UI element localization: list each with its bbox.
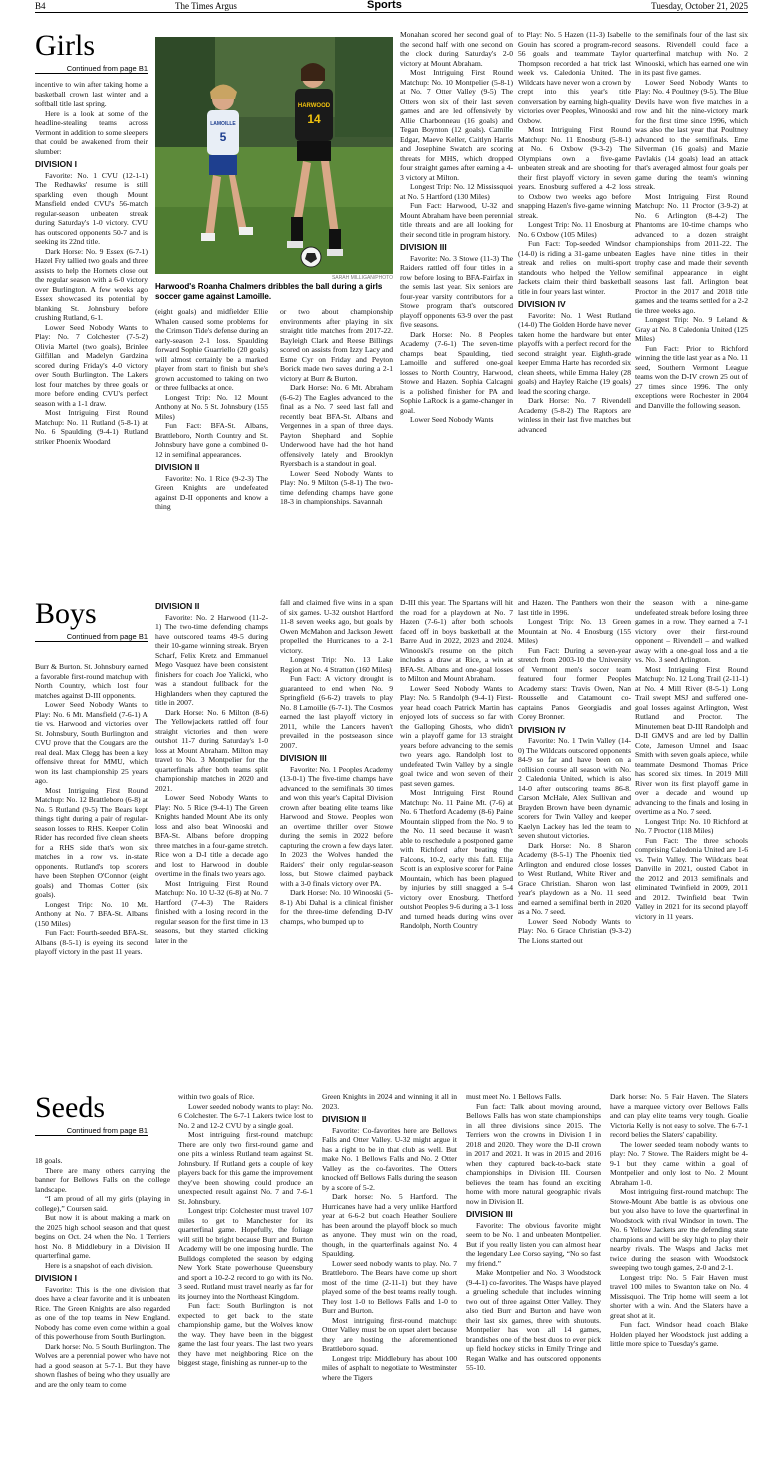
article-paragraph: Make Montpelier and No. 3 Woodstock (9-4-1) co-favorites. The Wasps have played a grueling schedule that includes winning two out of three against Otter Valley. They also tied Burr and Burton and have won their last six games, three with shutouts. Montpelier has won all 14 games, brandishes one of the best duos to ever pick up field hockey sticks in Emily Tringe and Regan Walke and has outscored opponents 55-10.	[466, 1268, 601, 1372]
article-paragraph: Longest Trip: No. 9 Leland & Gray at No. 8 Caledonia United (125 Miles)	[635, 315, 748, 343]
article-paragraph: Dark horse: No. 5 Hartford. The Hurricanes have had a very unlike Hartford year at 6-6-2 but coach Heather Souliere has been around the playoff block so much as anyone. They must win on the road, though, in the quarterfinals against No. 4 Spaulding.	[322, 1192, 457, 1258]
article-paragraph: Dark Horse: No. 7 Rivendell Academy (5-8-2) The Raptors are winless in their last five matches but advanced	[518, 396, 631, 434]
article-paragraph: Favorite: Co-favorites here are Bellows Falls and Otter Valley. U-32 might argue it has a right to be in that club as well. But make No. 1 Bellows Falls and No. 2 Otter Valley as the co-favorites. The Otters knocked off Bellows Falls during the season by a score of 5-2.	[322, 1125, 457, 1192]
article-paragraph: Lower Seed Nobody Wants to Play: No. 5 Rice (9-4-1) The Green Knights handed Mount Abe its only loss and also beat Winooski and BFA-St. Albans before dropping three matches in a four-game stretch. Rice won a D-I title a decade ago and lost to Harwood in double overtime in the finals two years ago.	[155, 793, 268, 878]
article-paragraph: But now it is about making a mark on the 2025 high school season and that quest begins on Oct. 24 when the No. 1 Terriers host No. 8 Middlebury in a Division II quarterfinal game.	[35, 1213, 170, 1260]
article-paragraph: 18 goals.	[35, 1156, 63, 1165]
article-paragraph: Favorite: This is the one division that does have a clear favorite and it is unbeaten Rice. The Green Knights are also regarded as one of the top teams in New England. Nobody has come even come within a goal of this powerhouse from South Burlington.	[35, 1284, 170, 1341]
article-paragraph: Longest Trip: No. 12 Mississquoi at No. 5 Hartford (130 Miles)	[400, 182, 513, 201]
article-paragraph: incentive to win after taking home a basketball crown last winter and a softball title last spring.	[35, 80, 148, 108]
article-column	[155, 598, 268, 1022]
article-paragraph: Longest Trip: No. 11 Enosburg at No. 6 Oxbow (105 Miles)	[518, 220, 631, 239]
article-paragraph: Fun Fact: Fourth-seeded BFA-St. Albans (8-5-1) is eyeing its second playoff victory in the past 11 years.	[35, 928, 148, 956]
jersey-number-left: 5	[219, 130, 227, 144]
article-paragraph: within two goals of Rice.	[178, 1092, 255, 1101]
article-column	[322, 1092, 457, 1452]
article-paragraph: Lower Seed Nobody Wants to Play: No. 4 Poultney (9-5). The Blue Devils have won five matches in a row and hit the nine-victory mark for the first time since 1996, which was also the last year that Poultney advanced to the semifinals. Eme Silverman (16 goals) and Mazie Pavlakis (14 goals) lead an attack that's averaged almost four goals per game during the team's winning streak.	[635, 77, 748, 191]
article-paragraph: Longest trip: Middlebury has about 100 miles of asphalt to negotiate to Westminster where the Tigers	[322, 1353, 457, 1382]
soccer-photo	[155, 37, 393, 274]
article-paragraph: Burr & Burton. St. Johnsbury earned a favorable first-round matchup with North Country, which lost four matches against D-III opponents.	[35, 662, 148, 700]
article-paragraph: Most Intriguing First Round Matchup: No. 10 Montpelier (5-8-1) at No. 7 Otter Valley (9-5) The Otters won six of their last seven games and are led offensively by Allie Charbonneau (16 goals) and Tegan Boynton (12 goals). Camille Edgar, Maeve Keller, Caitlyn Harris and Josephine Swatch are scoring threats for MHS, which dropped four straight games after earning a 4-3 victory at Milton.	[400, 68, 513, 182]
article-paragraph: Lower Seed Nobody Wants to Play: No. 6 Mt. Mansfield (7-6-1) A tie vs. Harwood and victories over St. Johnsbury, South Burlington and CVU prove that the Cougars are the real deal. Max Clegg has been a key offensive threat for MMU, which won its last championship 25 years ago.	[35, 700, 148, 785]
article-paragraph: Lower seed nobody wants to play. No. 7 Brattleboro. The Bears have come up short most of the time (2-11-1) but they have played some of the best teams really tough. They lost 1-0 to Bellows Falls and 1-0 to Burr and Burton.	[322, 1258, 457, 1315]
article-paragraph: Most Intriguing First Round Matchup: No. 11 Rutland (5-8-1) at No. 6 Spaulding (9-4-1) Rutland striker Phoenix Woodard	[35, 408, 148, 446]
photo-credit: SARAH MILLIGAN/PHOTO	[331, 275, 393, 281]
article-paragraph: Most intriguing first-round matchup: There are only two first-round game and one pits a winless Rutland team against St. Johnsbury. If Rutland gets a couple of key players back for this game the improvement they've been showing could produce an unexpected result against No. 7 and 7-6-1 St. Johnsbury.	[178, 1130, 313, 1206]
article-paragraph: Longest trip: No. 5 Fair Haven must travel 100 miles to Swanton take on No. 4 Missisquoi. The Trip home will seem a lot shorter with a win. And the Slaters have a great shot at it.	[610, 1272, 748, 1320]
article-paragraph: Longest Trip: No. 10 Richford at No. 7 Proctor (118 Miles)	[635, 816, 748, 835]
jersey-number-right: 14	[307, 112, 321, 126]
article-paragraph: must meet No. 1 Bellows Falls.	[466, 1092, 562, 1101]
article-paragraph: Fun Fact: A victory drought is guaranteed to end when No. 9 Springfield (6-6-2) travels to play No. 8 Lamoille (6-7-1). The Cosmos earned the last playoff victory in 2011, while the Lancers haven't prevailed in the postseason since 2007.	[280, 674, 393, 750]
kicker-rule	[35, 1135, 148, 1136]
article-paragraph: Fun Fact: Harwood, U-32 and Mount Abraham have been perennial title threats and are all looking for their second title in program history.	[400, 201, 513, 239]
article-paragraph: Longest trip: Colchester must travel 107 miles to get to Manchester for its quarterfinal game. Hopefully, the foliage will still be bright because Burr and Burton Academy will be one imposing hurdle. The Bulldogs completed the season by edging New York State powerhouse Queensbury and sport a 10-2-2 record to go with its No. 3 seed. Rutland must travel nearly as far for its journey into the Northeast Kingdom.	[178, 1206, 313, 1301]
section-name: Sports	[367, 0, 402, 11]
article-paragraph: Dark Horse: No. 10 Winooski (5-8-1) Abi Dahal is a clinical finisher for the three-time defending D-IV champs, who bumped up to	[280, 888, 393, 926]
article-column	[178, 1092, 313, 1452]
article-paragraph: Most Intriguing First Round Matchup: No. 11 Enosburg (5-8-1) at No. 6 Oxbow (9-3-2) The Olympians own a five-game unbeaten streak and are shooting for their first playoff victory in seven years. Enosburg suffered a 4-2 loss to Oxbow two weeks ago before snapping Hazen's five-game winning streak.	[518, 125, 631, 220]
article-paragraph: Lower Seed Nobody Wants to Play: No. 7 Colchester (7-5-2) Olivia Martel (two goals), Brinlee Gilfillan and Madelyn Gardzina scored during Friday's 4-0 victory over South Burlington. The Lakers lost four matches by three goals or more before ending CVU's perfect season with a 1-1 draw.	[35, 322, 148, 408]
article-paragraph: fall and claimed five wins in a span of six games. U-32 outshot Hartford 11-8 seven weeks ago, but goals by Owen McMahon and Jackson Jewett propelled the Hurricanes to a 2-1 victory.	[280, 598, 393, 655]
division-heading: DIVISION II	[155, 601, 200, 611]
article-column	[155, 307, 268, 568]
article-paragraph: the season with a nine-game undefeated streak before losing three games in a row. They earned a 7-1 victory over their first-round opponent – Rivendell – and walked away with a one-goal loss and a tie vs. No. 3 seed Arlington.	[635, 598, 748, 664]
division-heading: DIVISION IV	[518, 299, 566, 309]
article-paragraph: and Hazen. The Panthers won their last title in 1996.	[518, 598, 631, 617]
article-paragraph: Fun Fact: The three schools comprising Caledonia United are 1-6 vs. Twin Valley. The Wildcats beat Danville in 2021, ousted Cabot in the 2012 and 2013 semifinals and eliminated Twinfield in 2009, 2011 and 2012. Twinfield beat Twin Valley in 2021 for its second playoff victory in 11 years.	[635, 835, 748, 921]
article-paragraph: Longest Trip: No. 12 Mount Anthony at No. 5 St. Johnsbury (155 Miles)	[155, 392, 268, 421]
continued-line: Continued from page B1	[66, 1126, 148, 1135]
article-paragraph: The lower seeded team nobody wants to play: No. 7 Stowe. The Raiders might be 4-9-1 but they came within a goal of Montpelier and only lost to No. 2 Mount Abraham 1-0.	[610, 1139, 748, 1187]
article-kicker: Seeds	[35, 1092, 105, 1124]
article-paragraph: Fun Fact: Prior to Richford winning the title last year as a No. 11 seed, Southern Vermont League teams won the D-IV crown 25 out of 27 times since 1996. The only exceptions were Rochester in 2004 and Danville the following season.	[635, 343, 748, 410]
article-kicker: Girls	[35, 30, 95, 62]
article-column	[610, 1092, 748, 1452]
division-heading: DIVISION II	[155, 462, 200, 472]
article-paragraph: Most Intriguing First Round Matchup: No. 10 U-32 (6-8) at No. 7 Hartford (7-4-3) The Raiders finished with a losing record in the regular season for the first time in 13 seasons, but they started clicking later in the	[155, 878, 268, 945]
paper-name: The Times Argus	[175, 1, 237, 11]
boys-article	[35, 598, 748, 1022]
article-paragraph: Longest Trip: No. 10 Mt. Anthony at No. 7 BFA-St. Albans (150 Miles)	[35, 899, 148, 928]
division-heading: DIVISION II	[322, 1114, 367, 1124]
article-paragraph: Dark horse: No. 5 Fair Haven. The Slaters have a marquee victory over Bellows Falls and can play elite teams very tough. Goalie Victoria Kelly is not easy to solve. The 6-7-1 record belies the Slaters' capability.	[610, 1092, 748, 1139]
article-paragraph: Most Intriguing First Round Matchup: No. 12 Long Trail (2-11-1) at No. 4 Mill River (8-5-1) Long Trail swept MSJ and suffered one-goal losses against Arlington, West Rutland and Proctor. The Minutemen beat D-III Randolph and D-II GMVS and are led by Dallin Cote, Jameson Umnel and Isaac Smith with seven goals apiece, while teammate Desmond Thomas Price has scored six times. In 2019 Mill River won its first playoff game in over a decade and wound up advancing to the finals and losing in overtime as a No. 7 seed.	[635, 664, 748, 816]
article-paragraph: Most intriguing first-round matchup: The Stowe-Mount Abe battle is as obvious one but you also have to love the quarterfinal in Woodstock with rival Windsor in town. The No. 6 Yellow Jackets are the defending state champions and will be sky high to play their nearby rivals. The Wasps and Jacks met twice during the season with Woodstock sweeping two tough games, 2-0 and 2-1.	[610, 1187, 748, 1272]
page-header	[35, 0, 748, 13]
article-paragraph: Lower seeded nobody wants to play: No. 6 Colchester. The 6-7-1 Lakers twice lost to No. 2 and 12-2 CVU by a single goal.	[178, 1101, 313, 1130]
article-paragraph: Favorite: No. 1 West Rutland (14-0) The Golden Horde have never taken home the hardware but enter playoffs with a perfect record for the second straight year. Eighth-grade keeper Emma Harte has recorded six clean sheets, while Emma Haley (28 goals) and Hayley Raiche (19 goals) lead the scoring charge.	[518, 310, 631, 396]
article-paragraph: “I am proud of all my girls (playing in college),” Coursen said.	[35, 1194, 170, 1213]
article-paragraph: Lower Seed Nobody Wants to Play: No. 5 Randolph (9-4-1) First-year head coach Patrick Martin has enjoyed lots of success so far with the Galloping Ghosts, who didn't win a playoff game for 13 straight years before advancing to the semis two years ago. Randolph lost to undefeated Twin Valley by a single goal twice and won seven of their past seven games.	[400, 683, 513, 788]
article-column	[35, 662, 148, 1022]
page-number: B4	[35, 1, 46, 11]
continued-line: Continued from page B1	[66, 64, 148, 73]
division-heading: DIVISION III	[400, 242, 447, 252]
article-paragraph: Favorite: No. 3 Stowe (11-3) The Raiders rattled off four titles in a row before losing to BFA-Fairfax in the semis last year. Six seniors are four-year varsity contributors for a Stowe program that's outscored playoff opponents 63-9 over the past five seasons.	[400, 253, 513, 329]
article-paragraph: D-III this year. The Spartans will hit the road for a playdown at No. 7 Hazen (7-6-1) after both schools faced off in boys basketball at the Barre Aud in 2022, 2023 and 2024. Winooski's resume on the pitch includes a draw at Rice, a win at BFA-St. Albans and one-goal losses to Milton and Mount Abraham.	[400, 598, 513, 683]
article-column	[280, 598, 393, 1022]
article-paragraph: Dark horse: No. 5 South Burlington. The Wolves are a perennial power who have not had a good season at 5-7-1. But they have shown flashes of being who they usually are and are the only team to come	[35, 1341, 170, 1389]
seeds-article	[35, 1092, 748, 1452]
article-paragraph: Fun fact: South Burlington is not expected to get back to the state championship game, but the Wolves know the way. They have been in the biggest game the last four years. The last two years they have met neighboring Rice on the biggest stage, finishing as runner-up to the	[178, 1301, 313, 1367]
article-paragraph: to Play: No. 5 Hazen (11-3) Isabelle Gouin has scored a program-record 56 goals and teammate Taylor Thompson recorded a hat trick last week vs. Caledonia United. The Wildcats have never won a crown by crept into this year's title conversation by earning high-quality victories over Peoples, Winooski and Oxbow.	[518, 30, 631, 125]
article-column	[400, 598, 513, 1022]
article-paragraph: Most Intriguing First Round Matchup: No. 11 Paine Mt. (7-6) at No. 6 Thetford Academy (8-6) Paine Mountain slipped from the No. 9 to the No. 11 seed because it wasn't able to reschedule a postponed game with Richford after beating the Falcons, 10-2, early this fall. Elija Scott is an explosive scorer for Paine Mountain, which has been plagued by injuries by still snagged a 5-4 victory over Enosburg. Thetford outshot Peoples 9-6 during a 3-1 loss and turned heads during wins over Randolph, North Country	[400, 788, 513, 930]
jersey-text-harwood: HARWOOD	[297, 103, 331, 109]
article-paragraph: Most intriguing first-round matchup: Otter Valley must be on upset alert because they are hosting the aforementioned Brattleboro squad.	[322, 1315, 457, 1353]
article-paragraph: Fun Fact: BFA-St. Albans, Brattleboro, North Country and St. Johnsbury have gone a combined 0-12 in semifinal appearances.	[155, 421, 268, 459]
article-paragraph: Favorite: No. 1 Rice (9-2-3) The Green Knights are undefeated against D-II opponents and know a thing	[155, 473, 268, 511]
article-paragraph: Green Knights in 2024 and winning it all in 2023.	[322, 1092, 457, 1111]
girls-article	[35, 30, 748, 568]
article-paragraph: Favorite: No. 2 Harwood (11-2-1) The two-time defending champs have outscored teams 49-5 during their 10-game winning streak. Bryen Scharf, Felix Kretz and Emmanuel Mego Vasquez have been consistent finishers for coach Joe Yalicki, who was a standout fullback for the Highlanders when they captured the title in 2007.	[155, 612, 268, 707]
article-paragraph: Favorite: No. 1 Twin Valley (14-0) The Wildcats outscored opponents 84-9 so far and have been on a collision course all season with No. 2 Caledonia United, which is also 14-0 after outscoring teams 86-8. Carson McHale, Alex Sullivan and Brayden Brown have been dynamic scorers for Twin Valley and keeper Kaelyn Lackey has led the team to seven shutout victories.	[518, 736, 631, 840]
article-paragraph: Most Intriguing First Round Matchup: No. 12 Brattleboro (6-8) at No. 5 Rutland (9-5) The Bears kept things tight during a pair of regular-season losses to RHS. Keeper Colin Rider has recorded five clean sheets for a RHS side that's won six matches in a row vs. in-state opponents. Rutland's top scorers have been Stephen O'Connor (eight goals) and Thomas Cotter (six goals).	[35, 785, 148, 899]
article-paragraph: Longest Trip: No. 13 Lake Region at No. 4 Stratton (160 Miles)	[280, 655, 393, 674]
article-column	[518, 598, 631, 1022]
kicker-rule	[35, 73, 148, 74]
article-paragraph: Dark Horse: No. 6 Milton (8-6) The Yellowjackets rattled off four straight victories and then were outshot 11-7 during Saturday's 1-0 loss at Mount Abraham. Milton may travel to No. 3 Montpelier for the quarterfinals after both teams split championship matches in 2020 and 2021.	[155, 707, 268, 793]
article-paragraph: Dark Horse: No. 8 Sharon Academy (8-5-1) The Phoenix tied Arlington and endured close losses to West Rutland, White River and Grace Christian. Sharon won last year's playdown as a No. 11 seed and earned a semifinal berth in 2020 as a No. 7 seed.	[518, 840, 631, 916]
article-column	[518, 30, 631, 568]
article-paragraph: Lower Seed Nobody Wants to Play: No. 9 Milton (5-8-1) The two-time defending champs have gone 18-3 in championships. Savannah	[280, 468, 393, 506]
division-heading: DIVISION III	[280, 753, 327, 763]
article-paragraph: Monahan scored her second goal of the second half with one second on the clock during Saturday's 2-0 victory at Mount Abraham.	[400, 30, 513, 68]
article-column	[35, 80, 148, 568]
article-column	[280, 307, 393, 568]
article-paragraph: Dark Horse: No. 9 Essex (6-7-1) Hazel Fry tallied two goals and three assists to help the Hornets close out the regular season with a 6-0 victory over Burlington. A few weeks ago Essex showcased its potential by blanking St. Johnsbury before crushing Rutland, 6-1.	[35, 246, 148, 322]
article-paragraph: There are many others carrying the banner for Bellows Falls on the college landscape.	[35, 1165, 170, 1194]
article-paragraph: Dark Horse: No. 6 Mt. Abraham (6-6-2) The Eagles advanced to the final as a No. 7 seed last fall and recently beat BFA-St. Albans and Vergennes in a span of three days. Payton Shephard and Sophie Underwood have had the hot hand offensively lately and Brooklyn Ryersbach is a standout in goal.	[280, 383, 393, 468]
article-paragraph: Lower Seed Nobody Wants to Play: No. 6 Grace Christian (9-3-2) The Lions started out	[518, 916, 631, 945]
article-paragraph: Most Intriguing First Round Matchup: No. 11 Proctor (3-9-2) at No. 6 Arlington (8-4-2) The Phantoms are 10-time champs who advanced to a dozen straight championships from 2011-22. The Eagles have nine titles in their trophy case and made their seventh semifinal appearance in eight seasons last fall. Arlington beat Proctor in the 2017 and 2018 title games and the teams settled for a 2-2 tie three weeks ago.	[635, 191, 748, 315]
article-paragraph: Fun Fact: During a seven-year stretch from 2003-10 the University of Vermont men's soccer team featured four former Peoples Academy stars: Travis Owen, Nan Rousselle and Catamount co-captains Panos Georgiadis and Corey Bronner.	[518, 645, 631, 721]
soccer-players-image	[155, 37, 393, 274]
article-column	[400, 30, 513, 568]
article-paragraph: Lower Seed Nobody Wants	[410, 415, 494, 424]
division-heading: DIVISION IV	[518, 724, 566, 735]
continued-line: Continued from page B1	[66, 632, 148, 641]
article-column	[635, 30, 748, 568]
jersey-text-lamoille: LAMOILLE	[210, 121, 236, 127]
article-paragraph: Favorite: No. 1 Peoples Academy (13-0-1) The five-time champs have advanced to the semifinals 30 times and won this year's Capital Division crown after beating elite teams like Harwood and Stowe. Peoples won an overtime thriller over Stowe during the semis in 2022 before capturing the crown a few days later. In 2023 the Wolves handed the Raiders' their only regular-season loss, but Stowe claimed payback with a 3-0 finals victory over PA.	[280, 764, 393, 888]
article-column	[635, 598, 748, 1022]
article-paragraph: Here is a snapshot of each division.	[45, 1260, 153, 1270]
article-paragraph: Fun fact. Windsor head coach Blake Holden played her Woodstock just adding a little more spice to Tuesday's game.	[610, 1320, 748, 1348]
division-heading: DIVISION III	[466, 1209, 513, 1219]
article-paragraph: or two about championship environments after playing in six straight title matches from 2017-22. Bayleigh Clark and Reese Billings scored on assists from Izzy Lacy and Esme Cyr on Friday and Peyton Borick made two saves during a 2-1 victory at Burr & Burton.	[280, 307, 393, 383]
division-heading: DIVISION I	[35, 1273, 78, 1283]
division-heading: DIVISION I	[35, 159, 78, 169]
article-paragraph: Fun fact: Talk about moving around, Bellows Falls has won state championships in all three divisions since 2015. The Terriers won the crowns in Division I in 2018 and 2020. They wore the D-II crown in 2017 and 2021. It was in 2015 and 2016 when they captured back-to-back state championships in Division III. Coursen believes the team has found an exciting home with more natural geographic rivals now in Division II.	[466, 1101, 601, 1206]
article-paragraph: Favorite: The obvious favorite might seem to be No. 1 and unbeaten Montpelier. But if you really listen you can almost hear the legendary Lee Corso saying, “No so fast my friend.”	[466, 1220, 601, 1268]
article-column	[466, 1092, 601, 1452]
article-paragraph: Here is a look at some of the headline-stealing teams across Vermont in addition to some sleepers that could be awakened from their slumber:	[35, 108, 148, 156]
article-paragraph: Favorite: No. 1 CVU (12-1-1) The Redhawks' resume is still sparkling even though Mount Mansfield ended CVU's 56-match regular-season unbeaten streak during Saturday's 1-0 victory. CVU has outscored opponents 50-7 and is seeking its 22nd title.	[35, 170, 148, 246]
issue-date: Tuesday, October 21, 2025	[651, 1, 748, 11]
kicker-rule	[35, 641, 148, 642]
article-paragraph: (eight goals) and midfielder Ellie Whalen caused some problems for the Crimson Tide's defense during an early-season 2-1 loss. Spaulding forward Sophie Guarriello (20 goals) will almost certainly be a marked player from start to finish but she's grown accustomed to taking on two or three fullbacks at once.	[155, 307, 268, 392]
article-column	[35, 1156, 170, 1452]
article-paragraph: Dark Horse: No. 8 Peoples Academy (7-6-1) The seven-time champs beat Spaulding, tied Lamoille and suffered one-goal losses to North Country, Harwood, Stowe and Hazen. Sophia Calcagni is a polished finisher for PA and Sophie LaRock is a game-changer in goal.	[400, 329, 513, 415]
photo-caption: Harwood's Roanha Chalmers dribbles the ball during a girls soccer game against Lamoille.	[155, 282, 383, 301]
article-paragraph: Longest Trip: No. 13 Green Mountain at No. 4 Enosburg (155 Miles)	[518, 617, 631, 645]
article-paragraph: to the semifinals four of the last six seasons. Rivendell could face a quarterfinal matchup with No. 2 Winooski, which has earned one win in its past five games.	[635, 30, 748, 77]
article-paragraph: Fun Fact: Top-seeded Windsor (14-0) is riding a 31-game unbeaten streak and relies on multi-sport standouts who helped the Yellow Jackets claim their third basketball title in four years last winter.	[518, 239, 631, 296]
article-kicker: Boys	[35, 598, 97, 630]
